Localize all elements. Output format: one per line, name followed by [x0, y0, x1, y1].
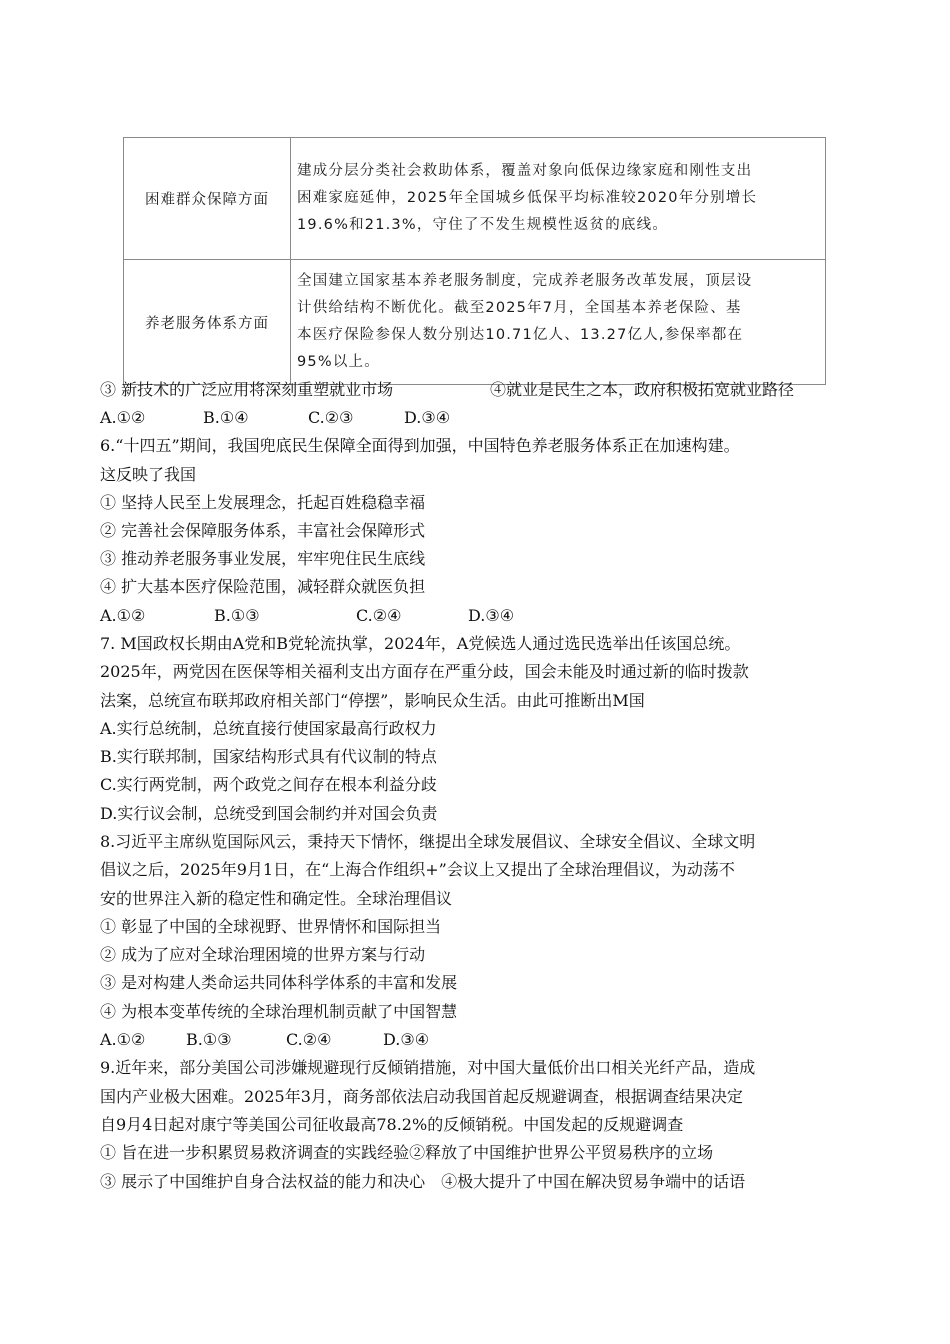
option-a: A.①②: [100, 1030, 146, 1049]
q7-stem: 2025年，两党因在医保等相关福利支出方面存在严重分歧，国会未能及时通过新的临时拨款: [100, 662, 749, 681]
option-c: C.②③: [308, 408, 354, 427]
q8-stem: 倡议之后，2025年9月1日，在“上海合作组织+”会议上又提出了全球治理倡议，为动荡不: [100, 860, 735, 879]
q6-item: ② 完善社会保障服务体系，丰富社会保障形式: [100, 521, 426, 540]
q7-stem: 7. M国政权长期由A党和B党轮流执掌，2024年，A党候选人通过选民选举出任该国总统。: [100, 634, 741, 653]
q7-choice-a: A.实行总统制，总统直接行使国家最高行政权力: [100, 719, 437, 738]
q6-item: ④ 扩大基本医疗保险范围，减轻群众就医负担: [100, 577, 426, 596]
q6-stem: 6.“十四五”期间，我国兜底民生保障全面得到加强，中国特色养老服务体系正在加速构建。: [100, 436, 740, 455]
q9-item: ③ 展示了中国维护自身合法权益的能力和决心 ④极大提升了中国在解决贸易争端中的话语: [100, 1172, 746, 1191]
option-a: A.①②: [100, 606, 146, 625]
option-b: B.①③: [214, 606, 260, 625]
row-label: 养老服务体系方面: [124, 260, 291, 385]
q8-stem: 8.习近平主席纵览国际风云，秉持天下情怀，继提出全球发展倡议、全球安全倡议、全球文明: [100, 832, 756, 851]
row-label: 困难群众保障方面: [124, 138, 291, 260]
q7-choice-b: B.实行联邦制，国家结构形式具有代议制的特点: [100, 747, 437, 766]
row-content: 全国建立国家基本养老服务制度，完成养老服务改革发展，顶层设 计供给结构不断优化。截至2025年7月，全国基本养老保险、基 本医疗保险参保人数分别达10.71亿人、13.27亿人,参保率都在 95%以上。: [291, 260, 826, 385]
q8-stem: 安的世界注入新的稳定性和确定性。全球治理倡议: [100, 889, 453, 908]
option-d: D.③④: [404, 408, 451, 427]
welfare-table: [123, 137, 826, 385]
option-a: A.①②: [100, 408, 146, 427]
q7-choice-c: C.实行两党制，两个政党之间存在根本利益分歧: [100, 775, 437, 794]
q9-stem: 9.近年来，部分美国公司涉嫌规避现行反倾销措施，对中国大量低价出口相关光纤产品，造成: [100, 1058, 756, 1077]
q8-item: ③ 是对构建人类命运共同体科学体系的丰富和发展: [100, 973, 458, 992]
q8-item: ④ 为根本变革传统的全球治理机制贡献了中国智慧: [100, 1002, 458, 1021]
option-d: D.③④: [383, 1030, 430, 1049]
q9-stem: 自9月4日起对康宁等美国公司征收最高78.2%的反倾销税。中国发起的反规避调查: [100, 1115, 684, 1134]
q7-choice-d: D.实行议会制，总统受到国会制约并对国会负责: [100, 804, 438, 823]
q6-stem: 这反映了我国: [100, 465, 197, 484]
option-b: B.①④: [203, 408, 249, 427]
q8-item: ① 彰显了中国的全球视野、世界情怀和国际担当: [100, 917, 442, 936]
q8-item: ② 成为了应对全球治理困境的世界方案与行动: [100, 945, 426, 964]
option-b: B.①③: [186, 1030, 232, 1049]
option-d: D.③④: [468, 606, 515, 625]
option-c: C.②④: [356, 606, 402, 625]
q6-item: ③ 推动养老服务事业发展，牢牢兜住民生底线: [100, 549, 426, 568]
row-content: 建成分层分类社会救助体系，覆盖对象向低保边缘家庭和刚性支出 困难家庭延伸，2025年全国城乡低保平均标准较2020年分别增长 19.6%和21.3%，守住了不发生规模性返贫的底线。: [291, 138, 826, 260]
table-row: [124, 260, 826, 385]
q6-item: ① 坚持人民至上发展理念，托起百姓稳稳幸福: [100, 493, 426, 512]
table-row: [124, 138, 826, 260]
option-c: C.②④: [286, 1030, 332, 1049]
q5-item-line: ③ 新技术的广泛应用将深刻重塑就业市场 ④就业是民生之本，政府积极拓宽就业路径: [100, 380, 795, 399]
q9-item: ① 旨在进一步积累贸易救济调查的实践经验②释放了中国维护世界公平贸易秩序的立场: [100, 1143, 714, 1162]
q9-stem: 国内产业极大困难。2025年3月，商务部依法启动我国首起反规避调查，根据调查结果决定: [100, 1087, 743, 1106]
q7-stem: 法案，总统宣布联邦政府相关部门“停摆”，影响民众生活。由此可推断出M国: [100, 691, 645, 710]
